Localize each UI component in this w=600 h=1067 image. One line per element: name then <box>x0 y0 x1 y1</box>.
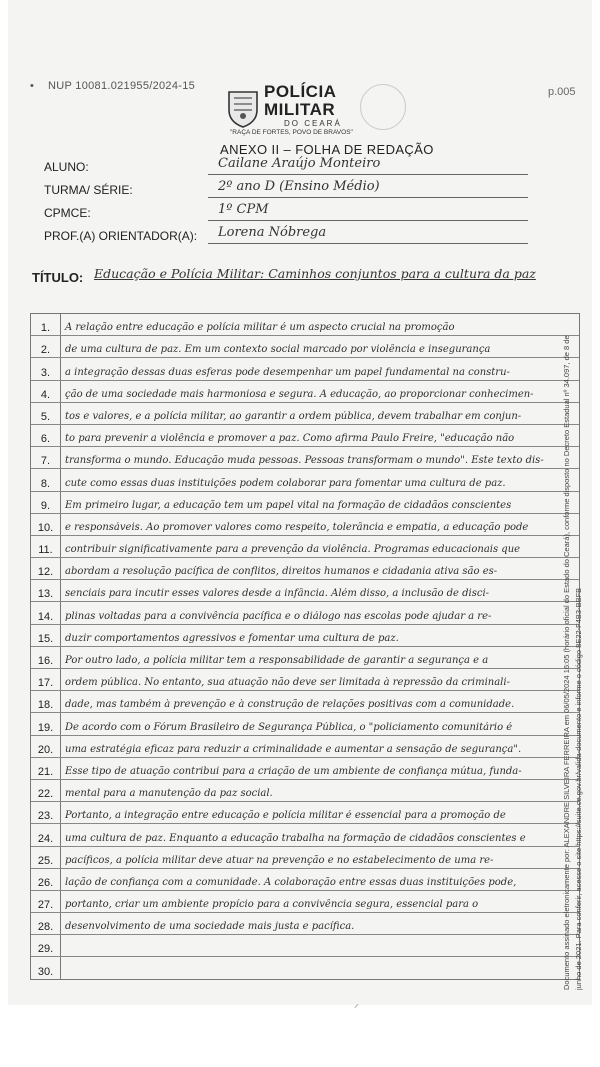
line-text: cute como essas duas instituições podem colaborar para fomentar uma cultura de paz. <box>65 477 506 489</box>
line-text: lação de confiança com a comunidade. A colaboração entre essas duas instituições pode, <box>65 876 517 888</box>
essay-line <box>31 625 579 647</box>
line-number: 22. <box>31 780 61 801</box>
field-line-student <box>208 174 528 175</box>
line-number: 6. <box>31 425 61 446</box>
line-text: pacíficos, a polícia militar deve atuar na prevenção e no estabelecimento de uma re- <box>65 854 494 866</box>
line-text <box>61 977 579 979</box>
line-text: plinas voltadas para a convivência pacífica e o diálogo nas escolas pode ajudar a re- <box>65 610 492 622</box>
faded-seal <box>360 84 406 130</box>
essay-line <box>31 780 579 802</box>
line-number: 5. <box>31 403 61 424</box>
line-text: mental para a manutenção da paz social. <box>65 788 273 800</box>
line-number: 24. <box>31 824 61 845</box>
line-text: ção de uma sociedade mais harmoniosa e segura. A educação, ao proporcionar conhecimen- <box>65 388 534 400</box>
field-value-cpmce: 1º CPM <box>218 202 269 217</box>
line-number: 28. <box>31 913 61 934</box>
document-sheet <box>8 0 592 1010</box>
line-text: senciais para incutir esses valores desde a infância. Além disso, a inclusão de disci- <box>65 588 490 600</box>
field-line-teacher <box>208 243 528 244</box>
essay-line <box>31 957 579 978</box>
line-text: A relação entre educação e polícia militar é um aspecto crucial na promoção <box>65 322 455 334</box>
line-number: 10. <box>31 514 61 535</box>
essay-line <box>31 647 579 669</box>
line-number: 13. <box>31 580 61 601</box>
line-number: 2. <box>31 336 61 357</box>
line-text: contribuir significativamente para a prevenção da violência. Programas educacionais que <box>65 544 521 556</box>
brand-line-3: DO CEARÁ <box>284 119 342 128</box>
line-text: transforma o mundo. Educação muda pessoas. Pessoas transformam o mundo". Este texto dis- <box>65 455 544 467</box>
line-number: 27. <box>31 891 61 912</box>
essay-line <box>31 824 579 846</box>
field-line-cpmce <box>208 220 528 221</box>
essay-line <box>31 869 579 891</box>
brand-line-2: MILITAR <box>264 100 336 119</box>
essay-line <box>31 713 579 735</box>
essay-line <box>31 469 579 491</box>
essay-line <box>31 381 579 403</box>
police-logo <box>226 82 356 138</box>
line-text: Em primeiro lugar, a educação tem um papel vital na formação de cidadãos conscientes <box>65 499 512 511</box>
line-number: 3. <box>31 358 61 379</box>
line-text: e responsáveis. Ao promover valores como respeito, tolerância e empatia, a educação pode <box>65 521 529 533</box>
essay-line <box>31 669 579 691</box>
line-number: 25. <box>31 847 61 868</box>
line-text: a integração dessas duas esferas pode desempenhar um papel fundamental na constru- <box>65 366 510 378</box>
essay-line <box>31 935 579 957</box>
line-number: 8. <box>31 469 61 490</box>
line-text: desenvolvimento de uma sociedade mais justa e pacífica. <box>65 921 355 933</box>
line-number: 11. <box>31 536 61 557</box>
essay-line <box>31 891 579 913</box>
line-number: 18. <box>31 691 61 712</box>
line-number: 15. <box>31 625 61 646</box>
essay-line <box>31 847 579 869</box>
line-text: duzir comportamentos agressivos e fomentar uma cultura de paz. <box>65 632 399 644</box>
line-number: 14. <box>31 602 61 623</box>
field-value-teacher: Lorena Nóbrega <box>218 225 327 240</box>
line-number: 20. <box>31 736 61 757</box>
margin-mark: ⸝ <box>354 999 359 1010</box>
field-value-class: 2º ano D (Ensino Médio) <box>218 179 380 194</box>
line-number: 12. <box>31 558 61 579</box>
line-text: de uma cultura de paz. Em um contexto social marcado por violência e insegurança <box>65 344 491 356</box>
signature-note-line-2: junho de 2021. Para conferir, acesse o site https://suite.ce.gov.br/valida-documento e informe o código 8E22-F4B3-BBFB <box>574 587 583 990</box>
page-number: p.005 <box>548 86 576 98</box>
signature-note-line-1: Documento assinado eletronicamente por: ALEXANDRE SILVEIRA FERREIRA em 06/05/2024 16:05 (horário oficial do Estado do Ceará), conforme disposto no Decreto Estadual nº 34.097, de 8 de <box>562 335 571 990</box>
bullet-mark: • <box>30 80 34 92</box>
line-number: 1. <box>31 314 61 335</box>
annex-title: ANEXO II – FOLHA DE REDAÇÃO <box>220 142 434 157</box>
field-label-teacher: PROF.(A) ORIENTADOR(A): <box>44 229 198 243</box>
essay-line <box>31 691 579 713</box>
line-number: 21. <box>31 758 61 779</box>
line-text: to para prevenir a violência e promover a paz. Como afirma Paulo Freire, "educação não <box>65 433 515 445</box>
line-text: Portanto, a integração entre educação e polícia militar é essencial para a promoção de <box>65 810 506 822</box>
essay-line <box>31 358 579 380</box>
line-number: 30. <box>31 957 61 978</box>
line-number: 4. <box>31 381 61 402</box>
line-text: uma estratégia eficaz para reduzir a criminalidade e aumentar a sensação de segurança". <box>65 743 522 755</box>
line-number: 16. <box>31 647 61 668</box>
essay-line <box>31 558 579 580</box>
line-text: dade, mas também à prevenção e à construção de relações positivas com a comunidade. <box>65 699 515 711</box>
line-text: Por outro lado, a polícia militar tem a responsabilidade de garantir a segurança e a <box>65 655 489 666</box>
essay-line <box>31 913 579 935</box>
field-label-student: ALUNO: <box>44 160 89 174</box>
essay-line <box>31 758 579 780</box>
essay-line <box>31 736 579 758</box>
essay-line <box>31 425 579 447</box>
field-label-class: TURMA/ SÉRIE: <box>44 183 133 197</box>
essay-line <box>31 580 579 602</box>
line-text: Esse tipo de atuação contribui para a criação de um ambiente de confiança mútua, funda- <box>65 765 522 777</box>
essay-grid <box>30 313 580 980</box>
brand-line-1: POLÍCIA <box>264 82 337 101</box>
line-text: abordam a resolução pacífica de conflitos, direitos humanos e cidadania ativa são es- <box>65 566 498 578</box>
brand-motto: "RAÇA DE FORTES, POVO DE BRAVOS" <box>230 129 353 136</box>
line-text: uma cultura de paz. Enquanto a educação trabalha na formação de cidadãos conscientes e <box>65 832 526 844</box>
field-line-class <box>208 197 528 198</box>
line-number: 17. <box>31 669 61 690</box>
line-text: De acordo com o Fórum Brasileiro de Segurança Pública, o "policiamento comunitário é <box>65 721 513 733</box>
essay-line <box>31 492 579 514</box>
nup-number: NUP 10081.021955/2024-15 <box>48 80 196 92</box>
line-number: 19. <box>31 713 61 734</box>
field-value-student: Cailane Araújo Monteiro <box>218 156 381 171</box>
line-number: 7. <box>31 447 61 468</box>
essay-line <box>31 336 579 358</box>
essay-line <box>31 514 579 536</box>
line-text <box>61 954 579 956</box>
essay-line <box>31 602 579 624</box>
essay-line <box>31 403 579 425</box>
essay-title-value: Educação e Polícia Militar: Caminhos conjuntos para a cultura da paz <box>94 266 536 281</box>
essay-line <box>31 314 579 336</box>
line-number: 29. <box>31 935 61 956</box>
line-number: 23. <box>31 802 61 823</box>
line-number: 26. <box>31 869 61 890</box>
essay-line <box>31 447 579 469</box>
line-text: portanto, criar um ambiente propício para a convivência segura, essencial para o <box>65 899 479 911</box>
essay-line <box>31 802 579 824</box>
line-text: ordem pública. No entanto, sua atuação não deve ser limitada à repressão da criminali- <box>65 677 510 689</box>
essay-line <box>31 536 579 558</box>
field-label-cpmce: CPMCE: <box>44 206 91 220</box>
essay-title-label: TÍTULO: <box>32 270 84 285</box>
line-number: 9. <box>31 492 61 513</box>
line-text: tos e valores, e a polícia militar, ao garantir a ordem pública, devem trabalhar em conjun- <box>65 410 522 422</box>
police-crest-icon <box>226 88 260 128</box>
